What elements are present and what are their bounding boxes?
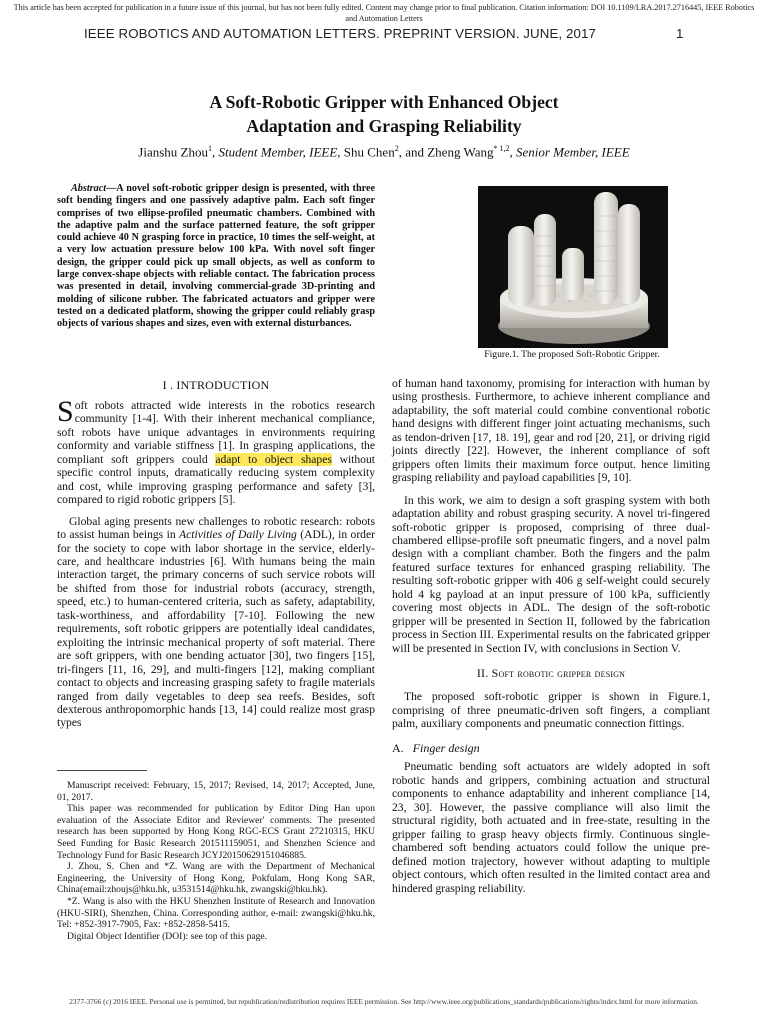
right-column [392, 377, 710, 895]
intro-paragraph-2 [57, 515, 375, 730]
footnote-corresponding: *Z. Wang is also with the HKU Shenzhen Institute of Research and Innovation (HKU-SIRI), Shenzhen, China. Corresponding author, e-mail: zwangski@hku.hk, Tel: +852-3917-7905, Fax: +852-2858-5415. [57, 895, 375, 931]
author-affil: 1 [208, 144, 212, 153]
section-number: II. [476, 666, 489, 681]
abstract-label: Abstract [71, 183, 107, 194]
publication-notice: This article has been accepted for publication in a future issue of this journal, but has not been fully edited. Content may change prior to final publication. Citation information: DOI 10.1109/LRA.2017.2716445, IEEE Robotics and Automation Letters [13, 3, 755, 23]
paper-title [0, 90, 768, 138]
author-name: Zheng Wang [427, 144, 494, 160]
running-head: IEEE ROBOTICS AND AUTOMATION LETTERS. PREPRINT VERSION. JUNE, 2017 [84, 26, 596, 41]
section-heading [392, 666, 710, 681]
drop-cap: S [57, 395, 74, 428]
page-number: 1 [676, 26, 684, 41]
author-affil: 2 [394, 144, 399, 153]
section-heading: I . INTRODUCTION [162, 378, 270, 392]
author-role: Student Member, IEEE [218, 144, 338, 160]
gripper-illustration [478, 186, 668, 348]
subsection-title: Finger design [412, 741, 480, 756]
section-title: Soft robotic gripper design [491, 666, 626, 681]
abstract-text: —A novel soft-robotic gripper design is presented, with three soft bending fingers and one passively adaptive palm. Each soft finger comprises of two ellipse-profiled pneumatic chambers. Combined with the adaptive palm and the surface patterned feature, the soft gripper could achieve 40 N grasping force in practice, 10 times the self-weight, at a very low actuation pressure below 100 kPa. With novel soft finger design, the gripper could pick up small objects, as well as conform to large convex-shape objects with reliable contact. The fabrication process was presented in detail, involving commercial-grade 3D-printing and molding of silicone rubber. The fabricated actuators and gripper were tested on a dedicated platform, showing the gripper could reliably grasp objects of various shapes and sizes, even with external disturbances. [57, 183, 375, 330]
footnote-affiliation: J. Zhou, S. Chen and *Z. Wang are with the Department of Mechanical Engineering, the University of Hong Kong, Pokfulam, Hong Kong SAR, China(email:zhoujs@hku.hk, u3531514@hku.hk, zwangski@hku.hk). [57, 861, 375, 896]
intro-text: Global aging presents new challenges to robotic research: robots to assist human beings in [57, 514, 375, 542]
intro-text: oft robots attracted wide interests in the robotics research community [1-4]. With their inherent mechanical compliance, soft robots have unique advantages in environments requiring conformity and variable stiffness [1]. In grasping applications, the compliant soft grippers could [57, 399, 375, 466]
body-paragraph: In this work, we aim to design a soft grasping system with both adaptation ability and robust grasping security. A novel tri-fingered soft-robotic gripper is proposed, comprising of three dual-chambered ellipse-profile soft pneumatic fingers, and a novel palm design with a compliant chamber. Both the fingers and the palm featured surface textures for enhanced grasping reliability. The resulting soft-robotic gripper with 406 g self-weight could securely hold 4 kg payload at an input pressure of 100 kPa, sufficiently covering most objects in ADL. The design of the soft-robotic gripper will be presented in Section II, followed by the fabrication process in Section III. Experimental results on the fabricated gripper will be presented in Section IV, with conclusions in Section V. [392, 493, 710, 655]
author-name: Jianshu Zhou [138, 144, 208, 160]
intro-section [57, 378, 375, 730]
author-line: Jianshu Zhou$^1$, Student Member, IEEE, Shu Chen$^2$, and Zheng Wang$^{* 1,2}$, Senior Member, IEEE [138, 144, 630, 160]
title-line-2: Adaptation and Grasping Reliability [246, 116, 522, 136]
author-name: Shu Chen [343, 144, 395, 160]
subsection-heading [392, 741, 710, 756]
abstract [57, 183, 375, 331]
footnote-doi: Digital Object Identifier (DOI): see top of this page. [67, 930, 268, 942]
footnote-received: Manuscript received: February, 15, 2017; Revised, 14, 2017; Accepted, June, 01, 2017. [57, 780, 375, 803]
copyright-notice: 2377-3766 (c) 2016 IEEE. Personal use is permitted, but republication/redistribution requires IEEE permission. See http://www.ieee.org/publications_standards/publications/rights/index.html for more information. [69, 997, 699, 1006]
author-role: Senior Member, IEEE [515, 144, 630, 160]
intro-text: without specific control inputs, dramatically reducing system complexity and cost, while improving grasping performance and safety [3], compared to rigid robotic grippers [5]. [57, 452, 375, 507]
italic-term: Activities of Daily Living [179, 528, 297, 542]
gripper-photo [478, 186, 668, 348]
footnote-funding: This paper was recommended for publication by Editor Ding Han upon evaluation of the Associate Editor and Reviewer' comments. The presented research has been supported by Hong Kong RGC-ECS Grant 27210315, HKU Seed Funding for Basic Research 201511159051, and Shenzhen Science and Technology Fund for Basic Research JCYJ20150629151046885. [57, 803, 375, 861]
intro-paragraph-1 [57, 395, 375, 507]
author-affil: * 1,2 [493, 144, 510, 153]
body-paragraph: of human hand taxonomy, promising for interaction with human by using prosthesis. Furthermore, to achieve inherent compliance and adaptability, the soft material could combine conventional robotic hand designs with different finger joint actuating mechanisms, such as tendon-driven [17, 18. 19], gear and rod [20, 21], or driving rigid joints directly [22]. However, the inherent compliance of soft grippers often limits their maximum force output. hence limiting grasping reliability and payload capabilities [9, 10]. [392, 377, 710, 485]
author-conjunction: and [405, 144, 424, 160]
footnotes [57, 780, 375, 942]
highlighted-text: adapt to object shapes [215, 452, 332, 466]
footnote-rule [57, 770, 147, 771]
figure-caption: Figure.1. The proposed Soft-Robotic Gripper. [484, 349, 660, 360]
intro-text: (ADL), in order for the society to cope with labor shortage in the service, elderly-care, and healthcare industries [6]. With humans being the main interaction target, the primary concerns of such service robots will be shifted from those for industrial robots (accuracy, strength, speed, etc.) to human-centered criteria, such as safety, adaptability, task-worthiness, and affordability [7-10]. Following the new requirements, soft robotic grippers are potentially ideal candidates, exploiting the intrinsic mechanical property of soft material. There are soft grippers, with one bending actuator [30], two fingers [15], tri-fingers [11, 16, 29], and multi-fingers [12], making compliant contact to objects and increasing grasping safety to fragile materials ranged from daily vegetables to deep sea reefs. Besides, soft dexterous anthropomorphic hands [13, 14] could realize most grasp types [57, 528, 375, 730]
title-line-1: A Soft-Robotic Gripper with Enhanced Object [209, 92, 559, 112]
body-paragraph: Pneumatic bending soft actuators are widely adopted in soft robotic hands and grippers, combining actuation and structural components to enhance adaptability and inherent compliance [14, 23, 30]. However, the passive compliance will also limit the structural rigidity, both actuated and in free-state, resulting in the gripper failing to grasp heavy objects firmly. Continuous single-chambered soft bending actuators could follow the unique pre-defined motion trajectory, however without adapting to multiple object contours, which often resulted in the limited contact area and hindered grasping reliability. [392, 760, 710, 895]
subsection-label: A. [392, 741, 404, 756]
body-paragraph: The proposed soft-robotic gripper is shown in Figure.1, comprising of three pneumatic-driven soft fingers, a compliant palm, auxiliary components and pneumatic connection fittings. [392, 690, 710, 730]
